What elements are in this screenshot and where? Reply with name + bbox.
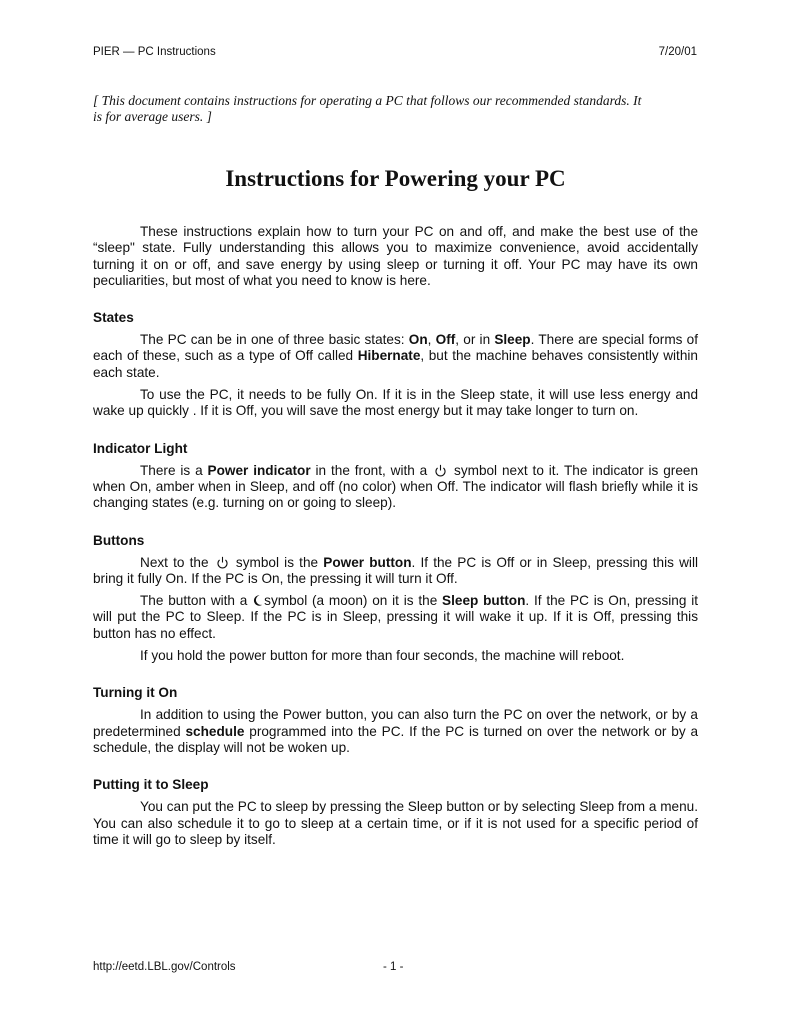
states-paragraph-1: The PC can be in one of three basic states: On, Off, or in Sleep. There are special forms of each of these, such as a type of Off called Hibernate, but the machine behaves consistently within each state. xyxy=(93,332,698,380)
sleep-heading: Putting it to Sleep xyxy=(93,777,209,793)
buttons-section xyxy=(93,533,698,665)
document-body xyxy=(93,224,698,848)
state-sleep: Sleep xyxy=(494,332,531,348)
buttons-heading: Buttons xyxy=(93,532,145,548)
state-on: On xyxy=(408,332,428,348)
power-symbol-icon xyxy=(216,556,229,569)
turning-on-paragraph: In addition to using the Power button, you can also turn the PC on over the network, or by a predetermined schedule programmed into the PC. If the PC is turned on over the network or by a schedule, the display will not be woken up. xyxy=(93,707,699,755)
header-title: PIER — PC Instructions xyxy=(93,46,216,58)
intro-paragraph: These instructions explain how to turn your PC on and off, and make the best use of the “sleep" state. Fully understanding this allows you to maximize convenience, avoid accidentally turning it on or off, and save energy by using sleep or turning it off. Your PC may have its own peculiarities, but most of what you need to know is here. xyxy=(93,224,698,288)
schedule-term: schedule xyxy=(185,723,245,739)
power-button-term: Power button xyxy=(323,554,412,570)
page-title: Instructions for Powering your PC xyxy=(225,166,566,191)
document-note: [ This document contains instructions for operating a PC that follows our recommended standards. It is for average users. ] xyxy=(93,93,642,124)
footer-url: http://eetd.LBL.gov/Controls xyxy=(93,961,236,973)
power-indicator-term: Power indicator xyxy=(207,462,311,478)
buttons-paragraph-3: If you hold the power button for more than four seconds, the machine will reboot. xyxy=(140,648,625,664)
indicator-paragraph: There is a Power indicator in the front, with a symbol next to it. The indicator is green when On, amber when in Sleep, and off (no color) when Off. The indicator will flash briefly while it is changing states (e.g. turning on or going to sleep). xyxy=(93,462,699,511)
turning-on-heading: Turning it On xyxy=(93,685,178,701)
turning-on-section xyxy=(93,685,698,756)
state-hibernate: Hibernate xyxy=(357,348,421,364)
sleep-paragraph: You can put the PC to sleep by pressing the Sleep button or by selecting Sleep from a menu. You can also schedule it to go to sleep at a certain time, or if it is not used for a specific period of time it will go to sleep by itself. xyxy=(93,799,698,847)
buttons-paragraph-2: The button with a symbol (a moon) on it is the Sleep button. If the PC is On, pressing it will put the PC to Sleep. If the PC is in Sleep, pressing it will wake it up. If it is Off, pressing this button has no effect. xyxy=(93,593,698,641)
states-section xyxy=(93,310,698,419)
states-heading: States xyxy=(93,310,134,326)
indicator-section xyxy=(93,441,698,512)
sleep-button-term: Sleep button xyxy=(442,593,526,609)
moon-icon xyxy=(253,594,263,607)
page-number: - 1 - xyxy=(383,961,404,973)
buttons-paragraph-1: Next to the symbol is the Power button. If the PC is Off or in Sleep, pressing this will bring it fully On. If the PC is On, the pressing it will turn it Off. xyxy=(93,554,698,586)
header-date: 7/20/01 xyxy=(658,46,697,58)
sleep-section xyxy=(93,777,698,848)
indicator-heading: Indicator Light xyxy=(93,440,188,456)
power-symbol-icon xyxy=(434,464,447,477)
state-off: Off xyxy=(435,332,456,348)
states-paragraph-2: To use the PC, it needs to be fully On. If it is in the Sleep state, it will use less energy and wake up quickly . If it is Off, you will save the most energy but it may take longer to turn on. xyxy=(93,387,698,419)
